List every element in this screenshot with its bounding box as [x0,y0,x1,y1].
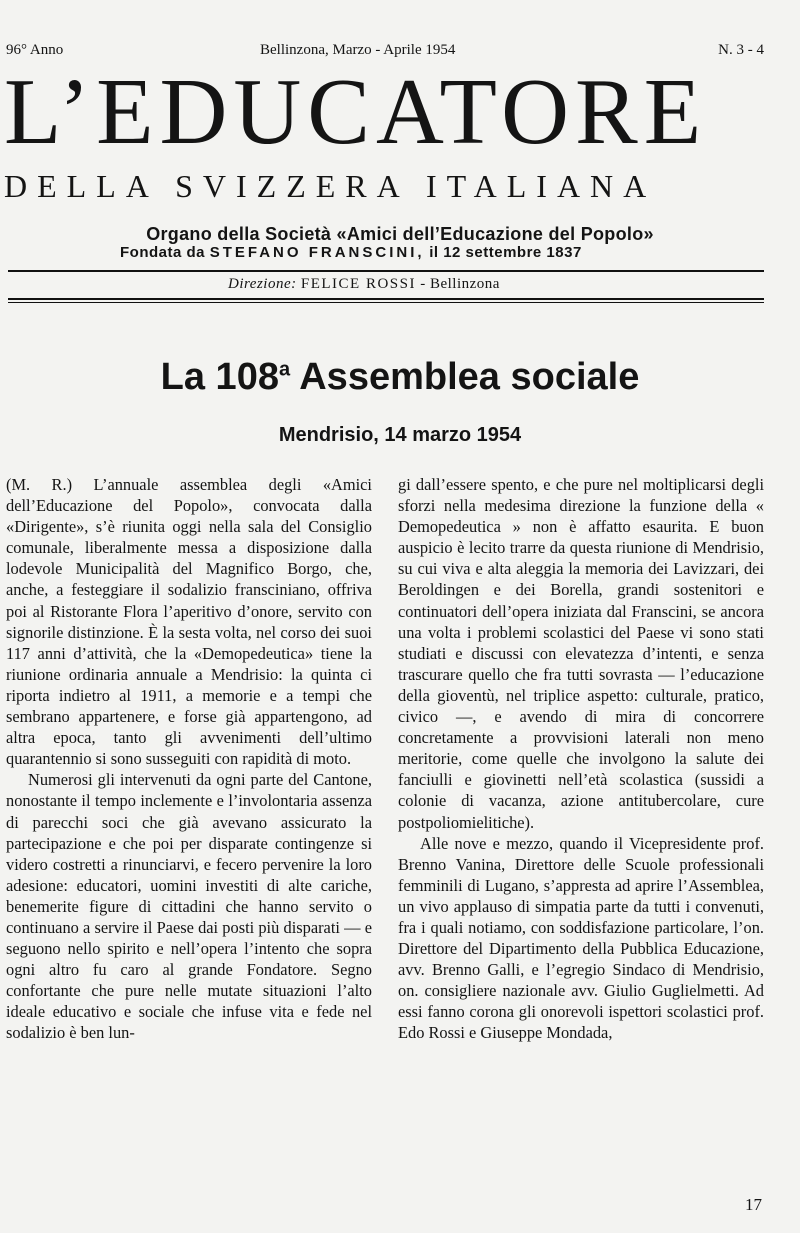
issue-year: 96° Anno [6,42,64,58]
masthead-title: L’EDUCATORE [4,60,708,164]
organ-line: Organo della Società «Amici dell’Educazione del Popolo» [146,224,654,244]
article-title-prefix: La 108 [160,356,279,398]
founded-line [120,244,760,261]
issue-info-line [0,42,800,62]
director-name: FELICE ROSSI [300,276,416,292]
article-title-suffix: Assemblea sociale [290,356,640,398]
header-rule-bottom-thin [8,302,764,303]
article-title [0,356,800,399]
article-paragraph: (M. R.) L’annuale assemblea degli «Amici dell’Educazione del Popolo», convocata dalla «Dirigente», s’è riunita oggi nella sala del Consiglio comunale, liberalmente messa a disposizione dalla lodevole Municipalità del Magnifico Borgo, che, anche, a festeggiare il sodalizio fransciniano, offriva poi al Ristorante Flora l’aperitivo d’onore, servito con signorile distinzione. È la sesta volta, nel corso dei suoi 117 anni d’attività, che la «Demopedeutica» tiene la riunione ordinaria annuale a Mendrisio: la quinta ci riporta indietro al 1911, a memorie e a tempi che sembrano appartenere, e forse già appartengono, ad altra epoca, tanto gli avvenimenti dell’ultimo quarantennio si sono susseguiti con rapidità di moto. [6,475,372,769]
header-rule-top [8,270,764,272]
direction-line [228,276,500,293]
article-title-ordinal: a [278,358,291,381]
direction-place: - Bellinzona [420,276,500,292]
founded-prefix: Fondata da [120,244,206,261]
article-column-left [6,474,372,1044]
article-paragraph: Alle nove e mezzo, quando il Vicepresidente prof. Brenno Vanina, Direttore delle Scuole professionali femminili di Lugano, s’appresta ad aprire l’Assemblea, un vivo applauso di simpatia parte da tutti i convenuti, fra i quali notiamo, con soddisfazione particolare, l’on. Direttore del Dipartimento della Pubblica Educazione, avv. Brenno Galli, e l’egregio Sindaco di Mendrisio, on. consigliere nazionale avv. Giulio Guglielmetti. Ad essi fanno corona gli onorevoli ispettori scolastici prof. Edo Rossi e Giuseppe Mondada, [398,833,764,1043]
article-paragraph: Numerosi gli intervenuti da ogni parte del Cantone, nonostante il tempo inclemente e l’involontaria assenza di parecchi soci che già avevano assicurato la partecipazione e che poi per disparate contingenze si videro costretti a rinunciarvi, e fecero pervenire la loro adesione: educatori, uomini investiti di alte cariche, benemerite figure di cittadini che hanno servito o continuano a servire il Paese dai posti più disparati — e seguono nello spirito e nell’opera l’intento che sopra ogni altro fu caro al grande Fondatore. Segno confortante che pure nelle mutate situazioni l’alto ideale educativo e sociale che infuse vita e fede nel sodalizio è ben lun- [6,770,372,1043]
article-column-right [398,474,764,1044]
issue-number: N. 3 - 4 [718,42,764,58]
article-dateline: Mendrisio, 14 marzo 1954 [278,424,522,446]
founder-name: STEFANO FRANSCINI, [209,244,425,261]
direction-label: Direzione: [228,276,297,292]
masthead-subtitle: DELLA SVIZZERA ITALIANA [4,168,657,204]
header-rule-bottom [8,298,764,300]
page-number: 17 [745,1195,762,1214]
founded-date: il 12 settembre 1837 [429,244,582,261]
article-paragraph: gi dall’essere spento, e che pure nel moltiplicarsi degli sforzi nella medesima direzione la funzione della « Demopedeutica » non è affatto esaurita. E buon auspicio è lecito trarre da questa riunione di Mendrisio, su cui viva e alta aleggia la memoria dei Lavizzari, dei Beroldingen e dei Borella, grandi sostenitori e continuatori dell’opera iniziata dal Franscini, se ancora una volta i problemi scolastici del Paese vi sono stati studiati e discussi con elevatezza d’intenti, e senza trascurare quello che fra tutti sovrasta — l’educazione della gioventù, nel triplice aspetto: culturale, pratico, civico —, e avendo di mira di concorrere concretamente a provvisioni laterali non meno meritorie, come quelle che involgono la salute dei fanciulli e giovinetti nell’età scolastica (sussidi a colonie di vacanza, azione antitubercolare, cure postpoliomielitiche). [398,475,764,832]
issue-date: Bellinzona, Marzo - Aprile 1954 [260,42,456,58]
